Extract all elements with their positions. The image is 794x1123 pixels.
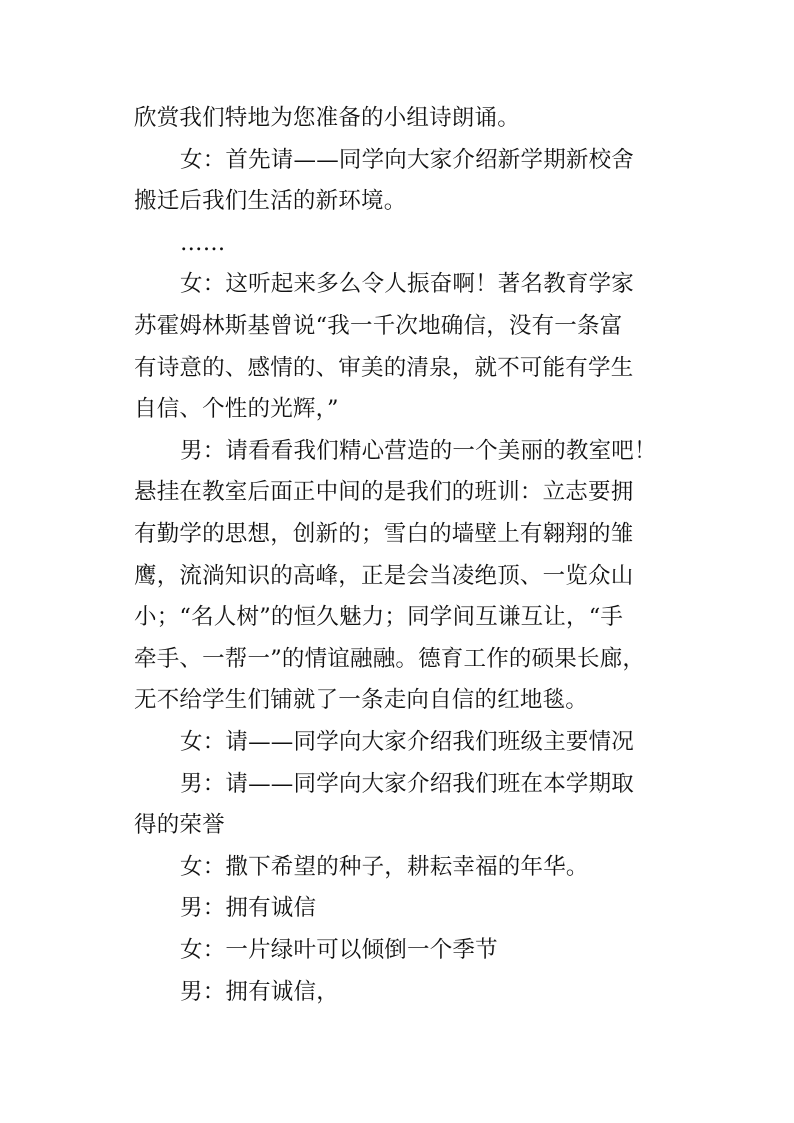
text-line: 有勤学的思想，创新的；雪白的墙壁上有翱翔的雏	[134, 521, 634, 547]
text-line: 鹰，流淌知识的高峰，正是会当凌绝顶、一览众山	[134, 563, 634, 589]
text-line: 无不给学生们铺就了一条走向自信的红地毯。	[134, 687, 589, 713]
text-line: 女：首先请——同学向大家介绍新学期新校舍	[180, 147, 635, 173]
text-line: 女：请——同学向大家介绍我们班级主要情况	[180, 729, 635, 755]
text-line: 男：拥有诚信	[180, 895, 317, 921]
text-line: 男：请看看我们精心营造的一个美丽的教室吧！	[180, 438, 657, 464]
text-line: 女：这听起来多么令人振奋啊！著名教育学家	[180, 271, 635, 297]
text-line: 苏霍姆林斯基曾说“我一千次地确信，没有一条富	[134, 313, 623, 339]
text-line: 悬挂在教室后面正中间的是我们的班训：立志要拥	[134, 479, 634, 505]
text-line: 搬迁后我们生活的新环境。	[134, 188, 407, 214]
text-line: 欣赏我们特地为您准备的小组诗朗诵。	[134, 105, 520, 131]
text-line: 自信、个性的光辉，”	[134, 396, 339, 422]
text-line: 小；“名人树”的恒久魅力；同学间互谦互让，“手	[134, 604, 624, 630]
text-line: 男：请——同学向大家介绍我们班在本学期取	[180, 771, 635, 797]
text-line: 男：拥有诚信，	[180, 979, 339, 1005]
text-line: 女：一片绿叶可以倾倒一个季节	[180, 937, 498, 963]
ellipsis-line: ……	[180, 230, 226, 256]
text-line: 有诗意的、感情的、审美的清泉，就不可能有学生	[134, 355, 634, 381]
text-line: 得的荣誉	[134, 812, 225, 838]
text-line: 女：撒下希望的种子，耕耘幸福的年华。	[180, 854, 589, 880]
text-line: 牵手、一帮一”的情谊融融。德育工作的硕果长廊，	[134, 646, 646, 672]
